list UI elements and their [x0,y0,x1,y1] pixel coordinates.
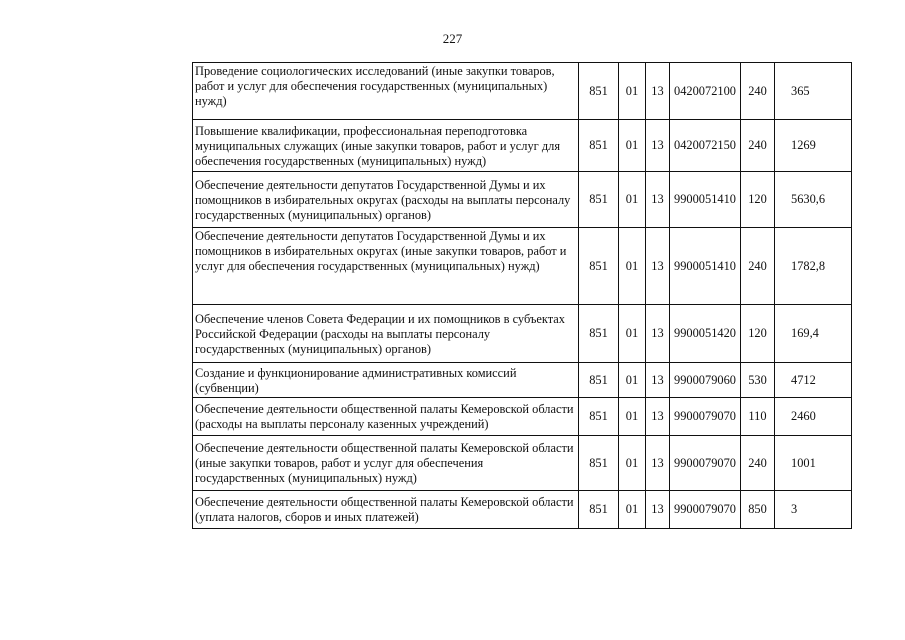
expense-type-cell: 240 [741,120,775,172]
subsection-code-cell: 13 [646,120,670,172]
section-code-cell: 01 [619,63,646,120]
expense-type-cell: 120 [741,172,775,228]
table-row [193,305,852,363]
ministry-code-cell: 851 [579,120,619,172]
amount-cell: 2460 [775,398,852,436]
subsection-code-cell: 13 [646,63,670,120]
amount-cell: 365 [775,63,852,120]
section-code-cell: 01 [619,305,646,363]
amount-cell: 169,4 [775,305,852,363]
expense-name-cell: Обеспечение деятельности общественной палаты Кемеровской области (расходы на выплаты персоналу казенных учреждений) [193,398,579,436]
table-row [193,398,852,436]
subsection-code-cell: 13 [646,398,670,436]
section-code-cell: 01 [619,398,646,436]
ministry-code-cell: 851 [579,172,619,228]
target-article-cell: 9900051420 [670,305,741,363]
amount-cell: 5630,6 [775,172,852,228]
subsection-code-cell: 13 [646,436,670,491]
expense-type-cell: 240 [741,436,775,491]
target-article-cell: 9900079070 [670,491,741,529]
section-code-cell: 01 [619,172,646,228]
target-article-cell: 9900051410 [670,172,741,228]
subsection-code-cell: 13 [646,228,670,305]
expense-type-cell: 240 [741,63,775,120]
table-row [193,172,852,228]
amount-cell: 1001 [775,436,852,491]
table-row [193,436,852,491]
target-article-cell: 0420072100 [670,63,741,120]
ministry-code-cell: 851 [579,491,619,529]
expense-name-cell: Обеспечение деятельности общественной палаты Кемеровской области (иные закупки товаров, работ и услуг для обеспечения государственных (муниципальных) нужд) [193,436,579,491]
target-article-cell: 9900079070 [670,398,741,436]
section-code-cell: 01 [619,491,646,529]
section-code-cell: 01 [619,120,646,172]
expense-type-cell: 530 [741,363,775,398]
amount-cell: 1782,8 [775,228,852,305]
amount-cell: 1269 [775,120,852,172]
amount-cell: 4712 [775,363,852,398]
expense-type-cell: 240 [741,228,775,305]
expense-type-cell: 120 [741,305,775,363]
target-article-cell: 9900079060 [670,363,741,398]
ministry-code-cell: 851 [579,305,619,363]
ministry-code-cell: 851 [579,363,619,398]
expense-name-cell: Обеспечение деятельности депутатов Государственной Думы и их помощников в избирательных округах (иные закупки товаров, работ и услуг для обеспечения государственных (муниципальных) нужд) [193,228,579,305]
table-row [193,63,852,120]
subsection-code-cell: 13 [646,172,670,228]
ministry-code-cell: 851 [579,398,619,436]
section-code-cell: 01 [619,363,646,398]
subsection-code-cell: 13 [646,491,670,529]
amount-cell: 3 [775,491,852,529]
subsection-code-cell: 13 [646,363,670,398]
section-code-cell: 01 [619,228,646,305]
expense-name-cell: Создание и функционирование административных комиссий (субвенции) [193,363,579,398]
expense-name-cell: Обеспечение деятельности депутатов Государственной Думы и их помощников в избирательных округах (расходы на выплаты персоналу государственных (муниципальных) органов) [193,172,579,228]
table-row [193,363,852,398]
expense-name-cell: Обеспечение членов Совета Федерации и их помощников в субъектах Российской Федерации (расходы на выплаты персоналу государственных (муниципальных) органов) [193,305,579,363]
ministry-code-cell: 851 [579,63,619,120]
target-article-cell: 0420072150 [670,120,741,172]
subsection-code-cell: 13 [646,305,670,363]
budget-table [192,62,852,529]
target-article-cell: 9900079070 [670,436,741,491]
section-code-cell: 01 [619,436,646,491]
ministry-code-cell: 851 [579,228,619,305]
expense-name-cell: Повышение квалификации, профессиональная переподготовка муниципальных служащих (иные закупки товаров, работ и услуг для обеспечения государственных (муниципальных) нужд) [193,120,579,172]
table-row [193,228,852,305]
table-row [193,491,852,529]
expense-type-cell: 850 [741,491,775,529]
ministry-code-cell: 851 [579,436,619,491]
expense-name-cell: Обеспечение деятельности общественной палаты Кемеровской области (уплата налогов, сборов и иных платежей) [193,491,579,529]
expense-type-cell: 110 [741,398,775,436]
table-row [193,120,852,172]
target-article-cell: 9900051410 [670,228,741,305]
expense-name-cell: Проведение социологических исследований (иные закупки товаров, работ и услуг для обеспечения государственных (муниципальных) нужд) [193,63,579,120]
page-number: 227 [442,31,463,46]
